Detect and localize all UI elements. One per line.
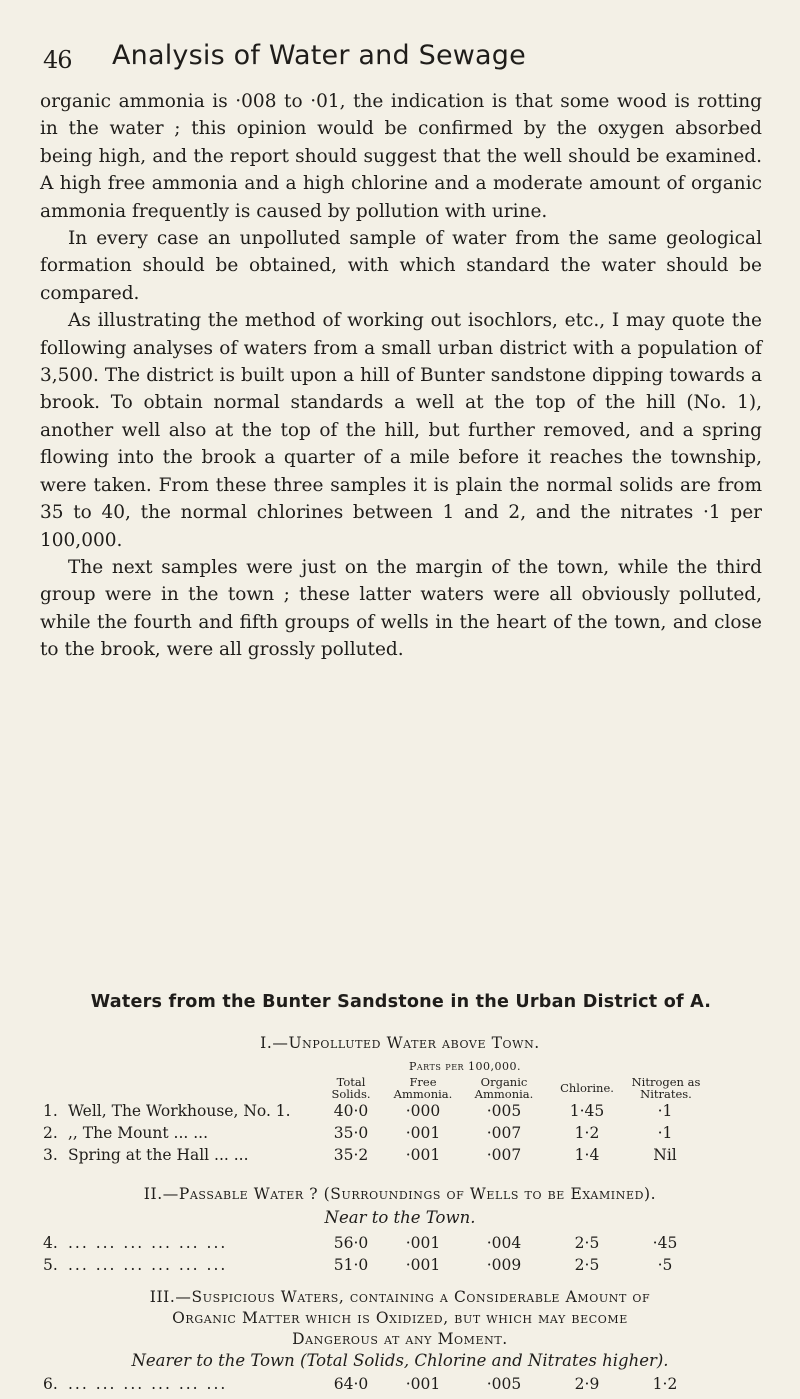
table-row — [0, 1146, 800, 1168]
cell-free-ammonia: ·000 — [405, 1102, 441, 1120]
cell-free-ammonia: ·001 — [405, 1234, 441, 1252]
cell-nitrogen: Nil — [653, 1146, 677, 1164]
table-row — [0, 1375, 800, 1397]
section-heading-1: I.—Unpolluted Water above Town. — [260, 1034, 540, 1052]
cell-total-solids: 56·0 — [333, 1234, 369, 1252]
cell-organic-ammonia: ·007 — [486, 1146, 522, 1164]
cell-free-ammonia: ·001 — [405, 1256, 441, 1274]
cell-organic-ammonia: ·005 — [486, 1375, 522, 1393]
column-header-free-ammonia: Free Ammonia. — [393, 1075, 453, 1101]
paragraph: The next samples were just on the margin of the town, while the third group were in the town ; these latter waters were all obviously polluted, while the fourth and fifth groups of wells in the heart of the town, and close to the brook, were all grossly polluted. — [40, 556, 762, 661]
row-name: ... ... ... ... ... ... — [68, 1234, 228, 1252]
paragraph: In every case an unpolluted sample of water from the same geological formation should be obtained, with which standard the water should be compared. — [40, 228, 762, 304]
cell-total-solids: 40·0 — [333, 1102, 369, 1120]
cell-free-ammonia: ·001 — [405, 1124, 441, 1142]
section-heading-3-line-1: III.—Suspicious Waters, containing a Considerable Amount of — [149, 1288, 651, 1306]
body-text — [40, 88, 762, 664]
paragraph: As illustrating the method of working out isochlors, etc., I may quote the following analyses of waters from a small urban district with a population of 3,500. The district is built upon a hill of Bunter sandstone dipping towards a brook. To obtain normal standards a well at the top of the hill (No. 1), another well also at the top of the hill, but further removed, and a spring flowing into the brook a quarter of a mile before it reaches the township, were taken. From these three samples it is plain the normal solids are from 35 to 40, the normal chlorines between 1 and 2, and the nitrates ·1 per 100,000. — [40, 310, 762, 551]
row-number: 3. — [43, 1146, 58, 1164]
column-header-nitrogen: Nitrogen as Nitrates. — [631, 1075, 701, 1101]
row-number: 6. — [43, 1375, 58, 1393]
cell-nitrogen: 1·2 — [652, 1375, 678, 1393]
running-title: Analysis of Water and Sewage — [112, 40, 526, 71]
row-number: 1. — [43, 1102, 58, 1120]
page-number: 46 — [43, 46, 72, 74]
cell-organic-ammonia: ·004 — [486, 1234, 522, 1252]
table-row — [0, 1124, 800, 1146]
cell-nitrogen: ·1 — [657, 1124, 673, 1142]
row-name: Spring at the Hall ... ... — [68, 1146, 249, 1164]
section-heading-2: II.—Passable Water ? (Surroundings of Wells to be Examined). — [143, 1185, 657, 1203]
cell-total-solids: 35·0 — [333, 1124, 369, 1142]
section-caption-3: Nearer to the Town (Total Solids, Chlorine and Nitrates higher). — [131, 1351, 669, 1370]
table-row — [0, 1256, 800, 1278]
section-heading-3-line-2: Organic Matter which is Oxidized, but which may become — [172, 1309, 628, 1327]
row-number: 2. — [43, 1124, 58, 1142]
cell-chlorine: 1·4 — [574, 1146, 600, 1164]
cell-total-solids: 64·0 — [333, 1375, 369, 1393]
section-caption-2: Near to the Town. — [324, 1208, 476, 1227]
row-number: 4. — [43, 1234, 58, 1252]
row-name: ,, The Mount ... ... — [68, 1124, 209, 1142]
section-heading-3-line-3: Dangerous at any Moment. — [292, 1330, 508, 1348]
cell-chlorine: 1·45 — [569, 1102, 605, 1120]
row-name: Well, The Workhouse, No. 1. — [68, 1102, 291, 1120]
row-name: ... ... ... ... ... ... — [68, 1375, 228, 1393]
cell-nitrogen: ·5 — [657, 1256, 673, 1274]
cell-total-solids: 35·2 — [333, 1146, 369, 1164]
paragraph: organic ammonia is ·008 to ·01, the indication is that some wood is rotting in the water ; this opinion would be confirmed by the oxygen absorbed being high, and the report should suggest that the well should be examined. A high free ammonia and a high chlorine and a moderate amount of organic ammonia frequently is caused by pollution with urine. — [40, 91, 762, 222]
cell-chlorine: 2·5 — [574, 1256, 600, 1274]
cell-chlorine: 2·9 — [574, 1375, 600, 1393]
table-row — [0, 1102, 800, 1124]
cell-organic-ammonia: ·005 — [486, 1102, 522, 1120]
cell-organic-ammonia: ·007 — [486, 1124, 522, 1142]
cell-nitrogen: ·1 — [657, 1102, 673, 1120]
row-name: ... ... ... ... ... ... — [68, 1256, 228, 1274]
column-header-chlorine: Chlorine. — [560, 1081, 614, 1095]
cell-organic-ammonia: ·009 — [486, 1256, 522, 1274]
cell-free-ammonia: ·001 — [405, 1375, 441, 1393]
column-header-organic-ammonia: Organic Ammonia. — [474, 1075, 534, 1101]
column-header-total-solids: Total Solids. — [331, 1075, 371, 1101]
cell-chlorine: 1·2 — [574, 1124, 600, 1142]
table-row — [0, 1234, 800, 1256]
cell-nitrogen: ·45 — [652, 1234, 678, 1252]
row-number: 5. — [43, 1256, 58, 1274]
table-title: Waters from the Bunter Sandstone in the Urban District of A. — [90, 992, 712, 1012]
parts-header: Parts per 100,000. — [408, 1060, 522, 1073]
cell-total-solids: 51·0 — [333, 1256, 369, 1274]
cell-chlorine: 2·5 — [574, 1234, 600, 1252]
cell-free-ammonia: ·001 — [405, 1146, 441, 1164]
